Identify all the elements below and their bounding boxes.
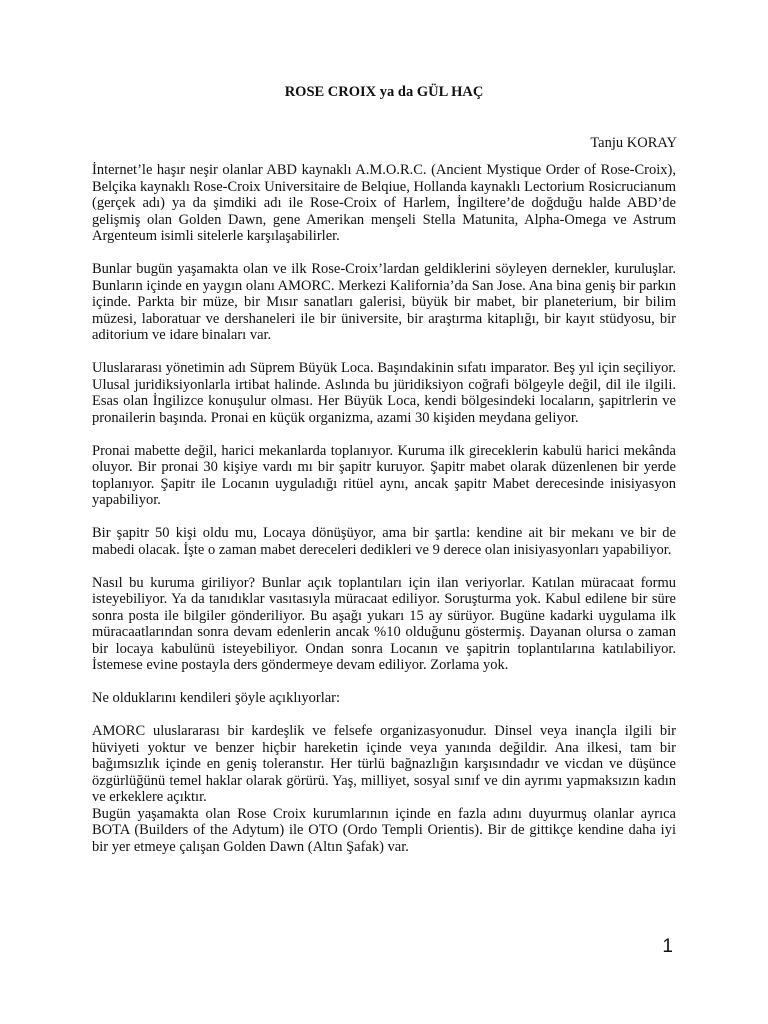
- paragraph-5: Bir şapitr 50 kişi oldu mu, Locaya dönüşüyor, ama bir şartla: kendine ait bir mekanı ve bir de mabedi olacak. İşte o zaman mabet dereceleri dedikleri ve 9 derece olan inisiyasyonları yapabiliyor.: [92, 525, 676, 558]
- paragraph-8: AMORC uluslararası bir kardeşlik ve felsefe organizasyonudur. Dinsel veya inançla ilgili bir hüviyeti yoktur ve benzer hiçbir hareketin içinde veya yanında değildir. Ana ilkesi, tam bir bağımsızlık içinde en geniş toleranstır. Her türlü bağnazlığın karşısındadır ve vicdan ve düşünce özgürlüğünü temel haklar olarak görürü. Yaş, milliyet, sosyal sınıf ve din ayrımı yapmaksızın kadın ve erkeklere açıktır.: [92, 723, 676, 805]
- document-body: [92, 162, 676, 855]
- author-name: Tanju KORAY: [590, 135, 677, 151]
- paragraph-3: Uluslararası yönetimin adı Süprem Büyük Loca. Başındakinin sıfatı imparator. Beş yıl için seçiliyor. Ulusal juridiksiyonlarla irtibat halinde. Aslında bu jüridiksiyon coğrafi bölgeyle değil, dil ile ilgili. Esas olan İngilizce konuşulur olması. Her Büyük Loca, kendi bölgesindeki locaların, şapitrlerin ve pronailerin başında. Pronai en küçük organizma, azami 30 kişiden meydana geliyor.: [92, 360, 676, 426]
- document-title: ROSE CROIX ya da GÜL HAÇ: [284, 84, 484, 100]
- page-number: 1: [662, 936, 673, 957]
- paragraph-1: İnternet’le haşır neşir olanlar ABD kaynaklı A.M.O.R.C. (Ancient Mystique Order of Rose-Croix), Belçika kaynaklı Rose-Croix Universitaire de Belqiue, Hollanda kaynaklı Lectorium Rosicrucianum (gerçek adı) ya da şimdiki adı ile Rose-Croix of Harlem, İngiltere’de doğduğu halde ABD’de gelişmiş olan Golden Dawn, gene Amerikan menşeli Stella Matunita, Alpha-Omega ve Astrum Argenteum isimli sitelerle karşılaşabilirler.: [92, 162, 676, 244]
- paragraph-6: Nasıl bu kuruma giriliyor? Bunlar açık toplantıları için ilan veriyorlar. Katılan müracaat formu isteyebiliyor. Ya da tanıdıklar vasıtasıyla müracaat ediliyor. Soruşturma yok. Kabul edilene bir süre sonra posta ile bilgiler gönderiliyor. Bu aşağı yukarı 15 ay sürüyor. Bugüne kadarki uygulama ilk müracaatlarından sonra devam edenlerin ancak %10 olduğunu göstermiş. Dayanan olursa o zaman bir locaya kabulünü isteyebiliyor. Ondan sonra Locanın ve şapitrin toplantılarına katılabiliyor. İstemese evine postayla ders göndermeye devam ediliyor. Zorlama yok.: [92, 574, 676, 673]
- paragraph-9: Bugün yaşamakta olan Rose Croix kurumlarının içinde en fazla adını duyurmuş olanlar ayrıca BOTA (Builders of the Adytum) ile OTO (Ordo Templi Orientis). Bir de gittikçe kendine daha iyi bir yer etmeye çalışan Golden Dawn (Altın Şafak) var.: [92, 805, 676, 855]
- paragraph-4: Pronai mabette değil, harici mekanlarda toplanıyor. Kuruma ilk gireceklerin kabulü harici mekânda oluyor. Bir pronai 30 kişiye vardı mı bir şapitr kuruyor. Şapitr mabet olarak düzenlenen bir yerde toplanıyor. Şapitr ile Locanın uyguladığı ritüel aynı, ancak şapitr Mabet derecesinde inisiyasyon yapabiliyor.: [92, 442, 676, 508]
- paragraph-2: Bunlar bugün yaşamakta olan ve ilk Rose-Croix’lardan geldiklerini söyleyen dernekler, kuruluşlar. Bunların içinde en yaygın olanı AMORC. Merkezi Kalifornia’da San Jose. Ana bina geniş bir parkın içinde. Parkta bir müze, bir Mısır sanatları galerisi, büyük bir mabet, bir planeterium, bir bilim müzesi, laboratuar ve dershaneleri ile bir üniversite, bir araştırma kitaplığı, bir kayıt stüdyosu, bir aditorium ve idare binaları var.: [92, 261, 676, 343]
- paragraph-7: Ne olduklarını kendileri şöyle açıklıyorlar:: [92, 690, 341, 706]
